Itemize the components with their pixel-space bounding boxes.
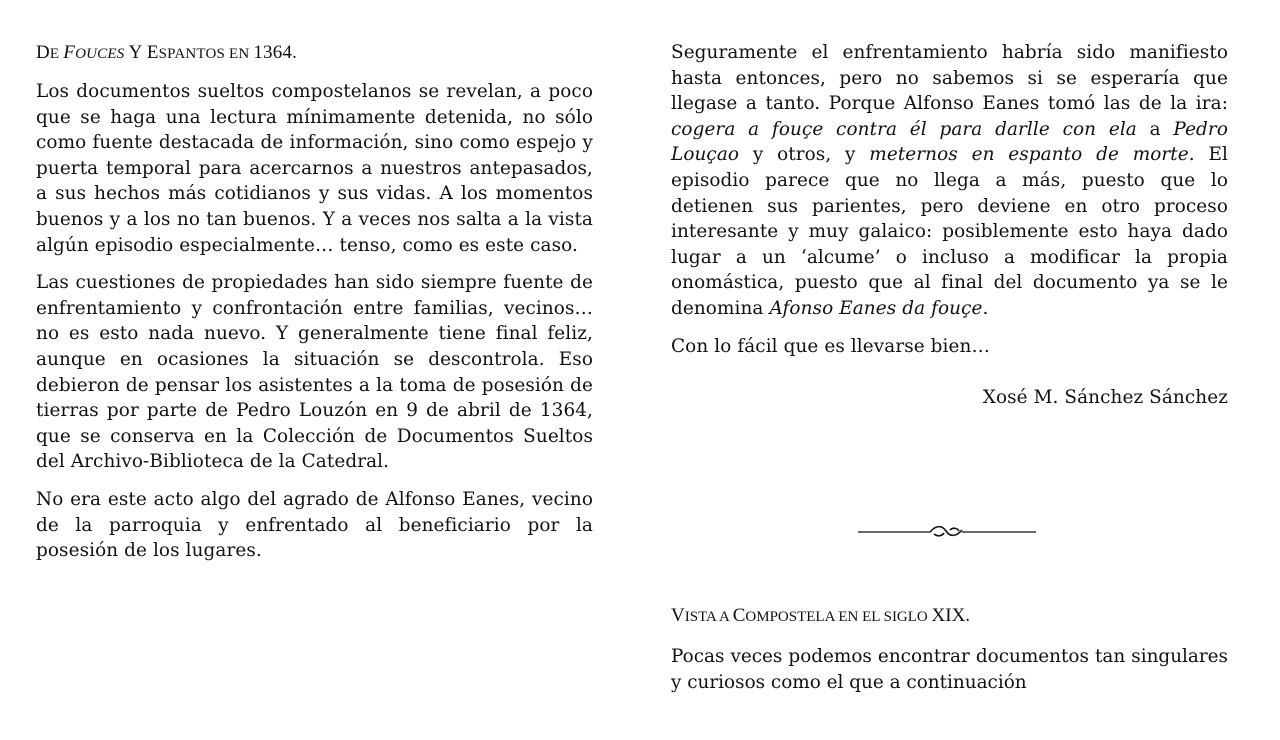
body-paragraph: Los documentos sueltos compostelanos se revelan, a poco que se haga una lectura mínimamente detenida, no sólo como fuente destacada de información, sino como espejo y puerta temporal para acercarnos a nuestros antepasados, a sus hechos más cotidianos y sus vidas. A los momentos buenos y a los no tan buenos. Y a veces nos salta a la vista algún episodio especialmente… tenso, como es este caso. [36, 81, 593, 256]
body-paragraph: Las cuestiones de propiedades han sido siempre fuente de enfrentamiento y confrontación entre familias, vecinos… no es esto nada nuevo. Y generalmente tiene final feliz, aunque en ocasiones la situación se descontrola. Eso debieron de pensar los asistentes a la toma de posesión de tierras por parte de Pedro Louzón en 9 de abril de 1364, que se conserva en la Colección de Documentos Sueltos del Archivo-Biblioteca de la Catedral. [36, 272, 593, 473]
heading-fragment: V [671, 605, 685, 626]
heading-fragment: OUCES [75, 46, 125, 62]
second-article-heading [671, 603, 1228, 630]
heading-fragment: Y E [124, 42, 159, 63]
second-article [671, 603, 1228, 707]
text-run: . El episodio parece que no llega a más, puesto que lo detienen sus parientes, pero deviene en otro proceso interesante y muy galaico: posiblemente esto haya dado lugar a un ‘alcume’ o incluso a modificar la propia onomástica, puesto que al final del documento ya se le denomina [671, 144, 1229, 319]
italic-quote: meternos en espanto de morte [869, 144, 1189, 166]
body-paragraph: Pocas veces podemos encontrar documentos tan singulares y curiosos como el que a continuación [671, 646, 1228, 693]
heading-fragment: SPANTOS EN [158, 46, 254, 62]
heading-fragment: XIX. [931, 605, 971, 626]
left-column [36, 40, 593, 576]
text-run: Seguramente el enfrentamiento habría sido manifiesto hasta entonces, pero no sabemos si se esperaría que llegase a tanto. Porque Alfonso Eanes tomó las de la ira: [671, 42, 1228, 115]
italic-quote: cogera a fouçe contra él para darlle con ela [671, 118, 1137, 140]
article-heading [36, 40, 593, 67]
body-paragraph [671, 40, 1228, 322]
text-run: a [1136, 118, 1174, 140]
divider-flourish [930, 527, 962, 536]
heading-fragment: D [36, 42, 50, 63]
author-signature: Xosé M. Sánchez Sánchez [982, 387, 1228, 409]
italic-quote: Afonso Eanes da fouçe [769, 297, 983, 319]
italic-quote: Pedro Louçao [671, 118, 1228, 166]
text-run: y otros, y [739, 144, 870, 166]
heading-fragment: 1364. [253, 42, 298, 63]
heading-fragment: OMPOSTELA EN EL SIGLO [745, 609, 932, 625]
ornamental-divider-icon [858, 522, 1036, 542]
right-column [671, 40, 1228, 423]
heading-fragment: C [732, 605, 746, 626]
body-paragraph: No era este acto algo del agrado de Alfonso Eanes, vecino de la parroquia y enfrentado al beneficiario por la posesión de los lugares. [36, 488, 593, 562]
text-run: . [982, 297, 989, 319]
heading-fragment: E [49, 46, 64, 62]
heading-fragment: ISTA A [684, 609, 733, 625]
body-paragraph: Con lo fácil que es llevarse bien… [671, 335, 990, 357]
heading-fragment: F [63, 42, 76, 63]
